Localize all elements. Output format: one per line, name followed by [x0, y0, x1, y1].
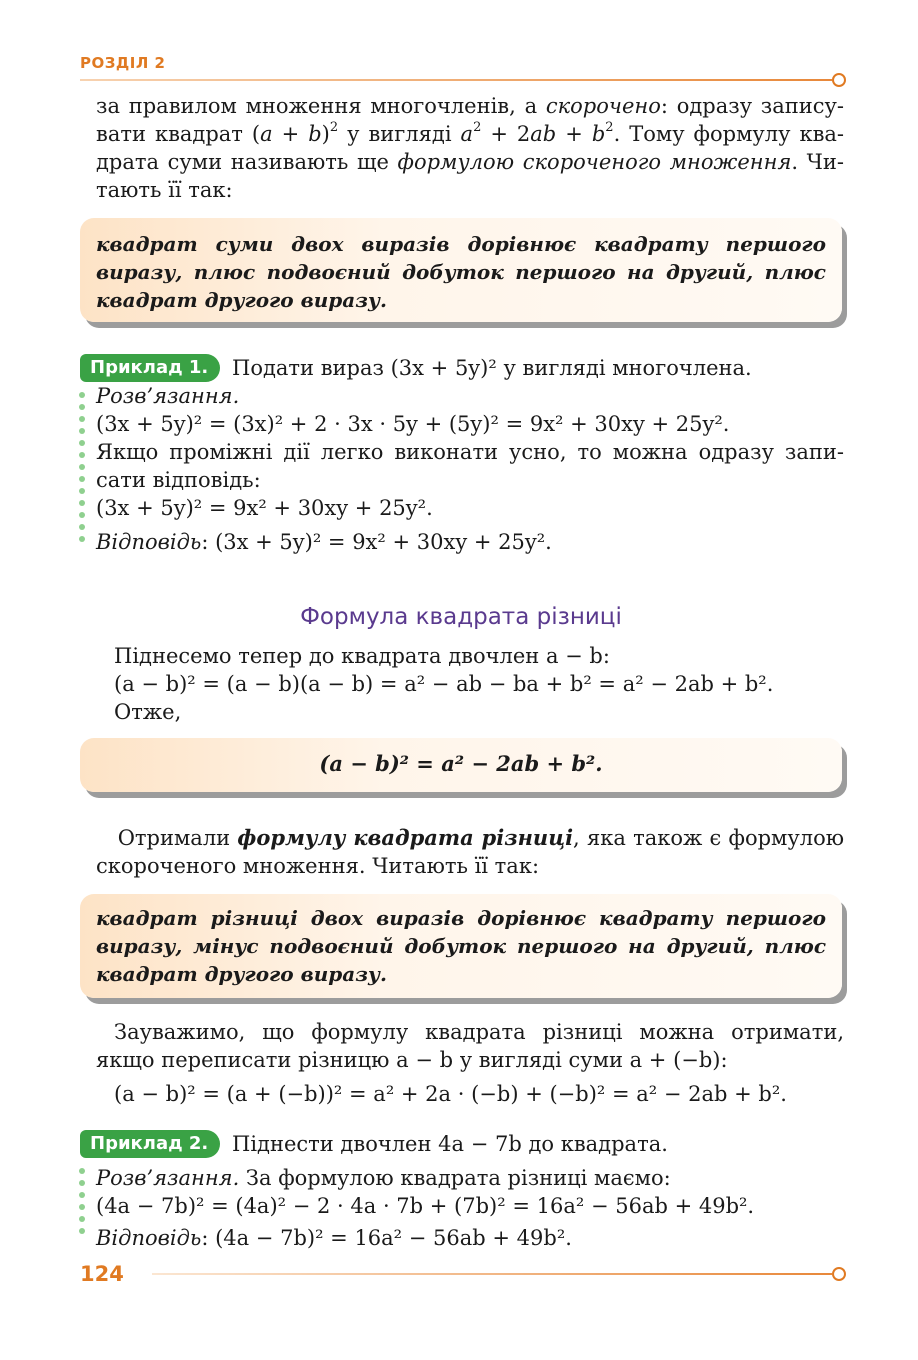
example-2-line-1: (4a − 7b)² = (4a)² − 2 · 4a · 7b + (7b)² = 16a² − 56ab + 49b². [96, 1194, 755, 1218]
note-line-1: Зауважимо, що формулу квадрата різниці можна отримати, [114, 1020, 844, 1044]
got-line-1: Отримали формулу квадрата різниці, яка також є формулою [117, 825, 845, 850]
section-header: РОЗДІЛ 2 [80, 54, 166, 72]
example-1-line-1: (3x + 5y)² = (3x)² + 2 · 3x · 5y + (5y)² = 9x² + 30xy + 25y². [96, 412, 730, 436]
example-2-badge: Приклад 2. [80, 1130, 220, 1158]
example-2-task: Піднести двочлен 4a − 7b до квадрата. [232, 1132, 668, 1156]
formula-box [80, 738, 842, 792]
section-title: Формула квадрата різниці [300, 604, 622, 630]
intro-line-4: тають її так: [96, 178, 233, 202]
rule-sum-line-3: квадрат другого виразу. [96, 288, 387, 312]
example-2-answer: Відповідь: (4a − 7b)² = 16a² − 56ab + 49b². [96, 1226, 572, 1250]
footer-rule [152, 1273, 832, 1275]
example-2-dots [79, 1168, 85, 1240]
diff-line-3: Отже, [114, 700, 182, 724]
example-1-badge: Приклад 1. [80, 354, 220, 382]
formula-text: (a − b)² = a² − 2ab + b². [319, 751, 603, 776]
example-1-dots [79, 392, 85, 548]
diff-line-2: (a − b)² = (a − b)(a − b) = a² − ab − ba + b² = a² − 2ab + b². [114, 672, 774, 696]
note-line-3: (a − b)² = (a + (−b))² = a² + 2a · (−b) + (−b)² = a² − 2ab + b². [114, 1082, 787, 1106]
header-rule [80, 79, 832, 81]
example-1-task: Подати вираз (3x + 5y)² у вигляді многочлена. [232, 356, 752, 380]
rule-diff-line-1: квадрат різниці двох виразів дорівнює квадрату першого [96, 906, 826, 930]
diff-line-1: Піднесемо тепер до квадрата двочлен a − b: [114, 644, 610, 668]
example-1-answer: Відповідь: (3x + 5y)² = 9x² + 30xy + 25y². [96, 530, 552, 554]
rule-box-diff [80, 894, 842, 998]
rule-box-sum [80, 218, 842, 322]
footer-ring-icon [832, 1267, 846, 1281]
example-1-line-4: (3x + 5y)² = 9x² + 30xy + 25y². [96, 496, 433, 520]
rule-diff-line-3: квадрат другого виразу. [96, 962, 387, 986]
rule-diff-line-2: виразу, мінус подвоєний добуток першого на другий, плюс [96, 934, 826, 958]
example-2-solution: Розв’язання. За формулою квадрата різниці маємо: [96, 1166, 671, 1190]
got-line-2: скороченого множення. Читають її так: [96, 854, 540, 878]
example-1-line-3: сати відповідь: [96, 468, 261, 492]
page-number: 124 [80, 1262, 124, 1286]
intro-line-1: за правилом множення многочленів, а скорочено: одразу запису- [96, 94, 844, 118]
header-ring-icon [832, 73, 846, 87]
note-line-2: якщо переписати різницю a − b у вигляді суми a + (−b): [96, 1048, 728, 1072]
rule-sum-line-1: квадрат суми двох виразів дорівнює квадрату першого [96, 232, 826, 256]
example-1-line-2: Якщо проміжні дії легко виконати усно, то можна одразу запи- [96, 440, 844, 464]
example-1-solution-label: Розв’язання. [96, 384, 240, 408]
rule-sum-line-2: виразу, плюс подвоєний добуток першого на другий, плюс [96, 260, 826, 284]
intro-line-3: драта суми називають ще формулою скороченого множення. Чи- [96, 150, 844, 174]
intro-line-2: вати квадрат $(a + b)^2$ у вигляді $a^2 + 2ab + b^2$. Тому формулу ква- [96, 120, 845, 146]
